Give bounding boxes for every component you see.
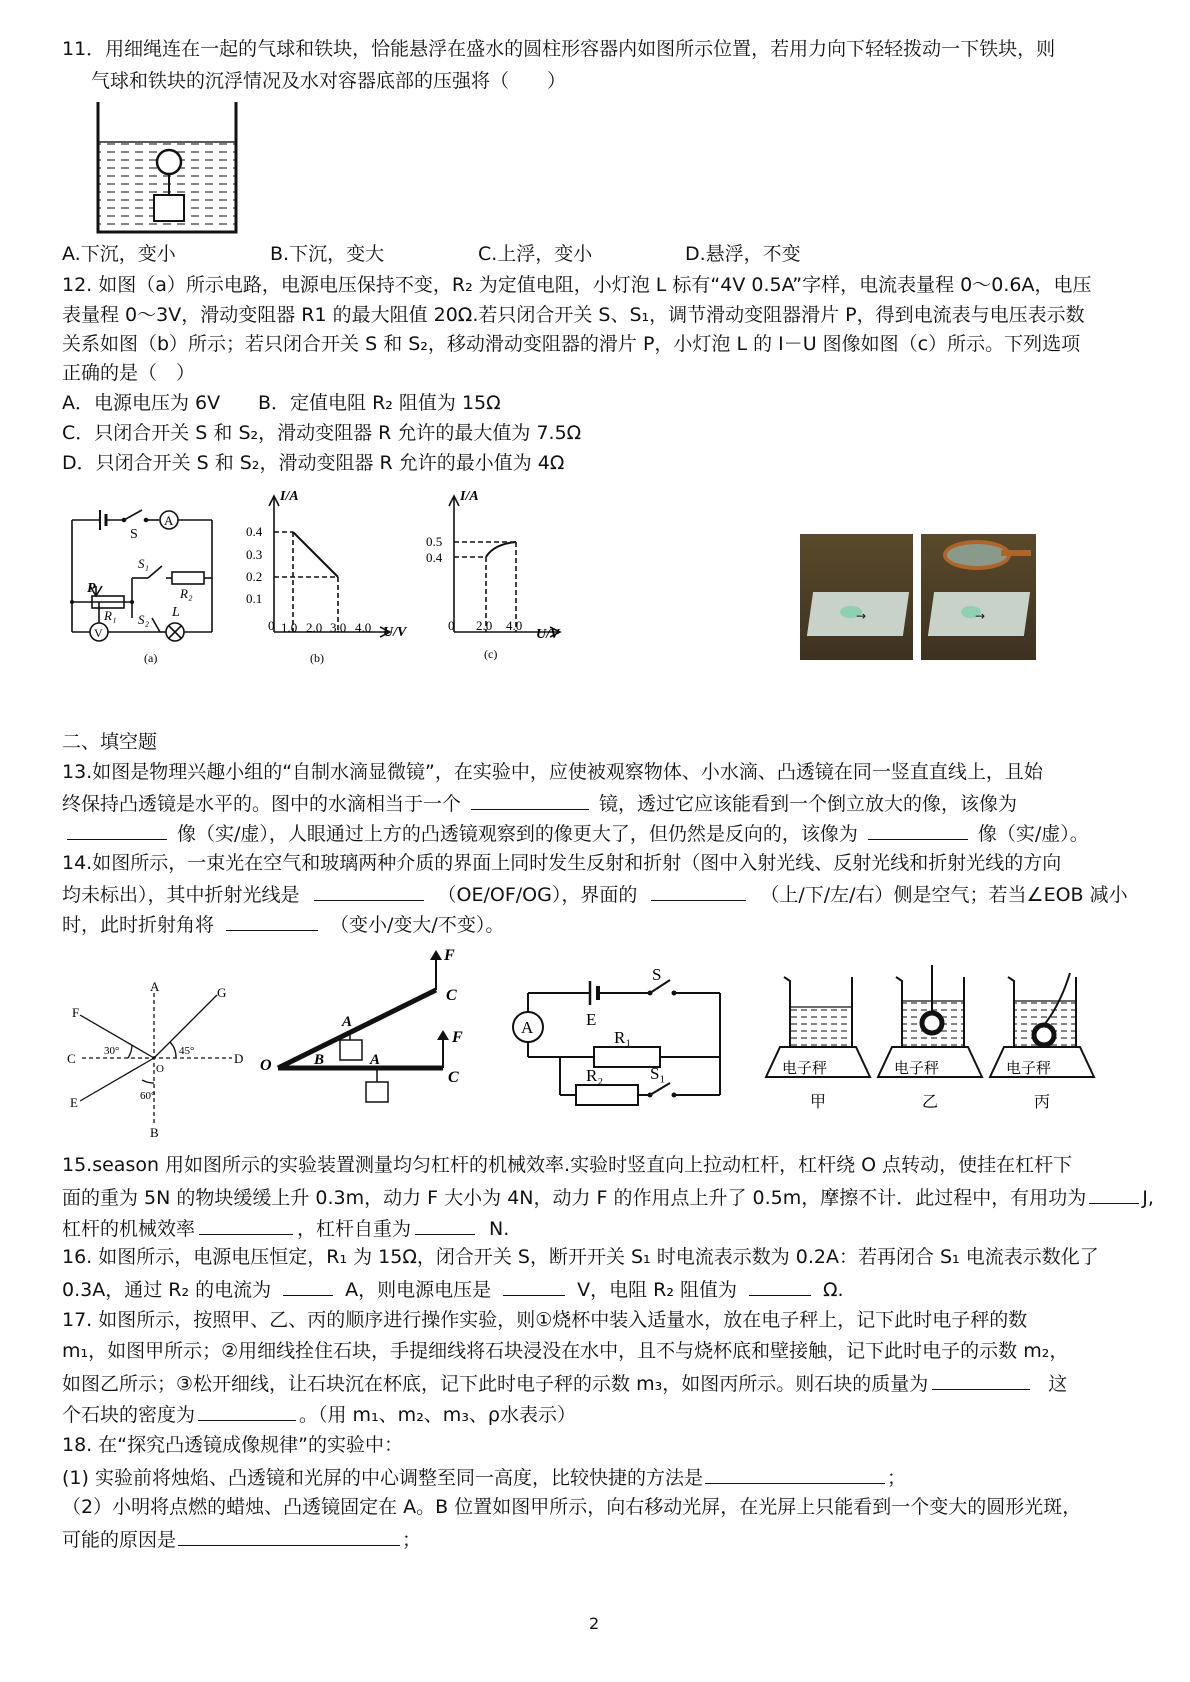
q12-line2: 表量程 0～3V，滑动变阻器 R1 的最大阻值 20Ω.若只闭合开关 S、S₁，调节滑动变阻器滑片 P，得到电流表与电压表示数 xyxy=(62,304,1085,326)
q12b-xtick-2: 2.0 xyxy=(306,620,323,635)
lever-f-lower: F xyxy=(452,1029,463,1046)
beaker-label-jia: 甲 xyxy=(810,1094,827,1111)
q14-angle-60: 60° xyxy=(140,1090,156,1102)
q16-circuit xyxy=(510,965,735,1135)
beaker-1-scale-label: 电子秤 xyxy=(782,1061,828,1077)
q12c-ytick-2: 0.4 xyxy=(426,550,443,565)
q16-line1: 16. 如图所示，电源电压恒定，R₁ 为 15Ω，闭合开关 S，断开开关 S₁ 时电流表示数为 0.2A：若再闭合 S₁ 电流表示数化了 xyxy=(62,1246,1099,1268)
q12c-caption: (c) xyxy=(484,647,498,661)
q18-blank-2[interactable] xyxy=(178,1523,400,1546)
q14-angle-45: 45° xyxy=(179,1045,195,1057)
q12c-xtick-1: 2.0 xyxy=(476,618,493,633)
q12b-xtick-4: 4.0 xyxy=(355,620,372,635)
q17-line1: 17. 如图所示，按照甲、乙、丙的顺序进行操作实验，则①烧杯中装入适量水，放在电子秤上，记下此时电子秤的数 xyxy=(62,1309,1028,1331)
q14-label-f: F xyxy=(72,1005,80,1020)
q12c-xtick-2: 4.0 xyxy=(506,618,523,633)
q17-line3: 如图乙所示；③松开细线，让石块沉在杯底，记下此时电子秤的示数 m₃，如图丙所示。则石块的质量为 这 xyxy=(62,1367,1067,1400)
q18-line2: (1) 实验前将烛焰、凸透镜和光屏的中心调整至同一高度，比较快捷的方法是 ； xyxy=(62,1461,906,1494)
q16-blank-2[interactable] xyxy=(503,1273,565,1296)
q12b-ylabel: I/A xyxy=(280,489,299,504)
q12b-ytick-1: 0.4 xyxy=(246,524,263,539)
q13-line2: 终保持凸透镜是水平的。图中的水滴相当于一个 镜，透过它应该能看到一个倒立放大的像，该像为 xyxy=(62,787,1017,820)
q11-line1: 11．用细绳连在一起的气球和铁块，恰能悬浮在盛水的圆柱形容器内如图所示位置，若用力向下轻轻拨动一下铁块，则 xyxy=(62,38,1056,60)
q12-line1: 12. 如图（a）所示电路，电源电压保持不变，R₂ 为定值电阻，小灯泡 L 标有“4V 0.5A”字样，电流表量程 0～0.6A，电压 xyxy=(62,274,1092,296)
q12-option-b: B．定值电阻 R₂ 阻值为 15Ω xyxy=(258,392,501,414)
q16-line2: 0.3A，通过 R₂ 的电流为 A，则电源电压是 V，电阻 R₂ 阻值为 Ω. xyxy=(62,1273,844,1306)
q15-line3: 杠杆的机械效率 ，杠杆自重为 N. xyxy=(62,1212,509,1245)
lever-b-label: B xyxy=(314,1052,325,1068)
lever-a-lower: A xyxy=(370,1052,381,1068)
q14-label-c: C xyxy=(67,1051,76,1066)
q12b-xtick-1: 1.0 xyxy=(281,620,298,635)
q17-blank-2[interactable] xyxy=(198,1398,296,1421)
q14-line3: 时，此时折射角将 （变小/变大/不变）。 xyxy=(62,908,504,941)
lever-c-upper: C xyxy=(446,987,457,1004)
q13-blank-2[interactable] xyxy=(67,817,167,840)
q12c-ytick-1: 0.5 xyxy=(426,534,443,549)
beaker-3-scale-label: 电子秤 xyxy=(1006,1061,1052,1077)
q15-blank-1[interactable] xyxy=(1089,1181,1139,1204)
q12c-ylabel: I/A xyxy=(460,489,479,504)
q12a-voltmeter-label: V xyxy=(94,626,103,640)
q16-blank-3[interactable] xyxy=(749,1273,811,1296)
q16-s1-label: S₁ xyxy=(650,1064,666,1083)
q18-line1: 18. 在“探究凸透镜成像规律”的实验中： xyxy=(62,1434,403,1456)
q16-r2-label: R₂ xyxy=(586,1066,604,1085)
q18-blank-1[interactable] xyxy=(705,1461,885,1484)
q17-line2: m₁，如图甲所示；②用细线拴住石块，手提细线将石块浸没在水中，且不与烧杯底和壁接触，记下此时电子的示数 m₂， xyxy=(62,1340,1069,1362)
q14-angle-30: 30° xyxy=(104,1045,120,1057)
q11-option-a: A.下沉，变小 xyxy=(62,243,176,265)
q14-line2: 均未标出），其中折射光线是 （OE/OF/OG），界面的 （上/下/左/右）侧是空气；若当∠EOB 减小 xyxy=(62,878,1128,911)
q12a-l-label: L xyxy=(172,605,180,620)
q12-graph-c xyxy=(418,486,588,671)
q14-light-figure xyxy=(62,975,252,1145)
q12b-ytick-4: 0.1 xyxy=(246,591,263,606)
lever-o-label: O xyxy=(260,1057,272,1074)
q11-line2: 气球和铁块的沉浮情况及水对容器底部的压强将（ ） xyxy=(91,70,567,92)
lever-f-upper: F xyxy=(444,947,455,964)
q16-blank-1[interactable] xyxy=(283,1273,333,1296)
q12-circuit-a xyxy=(62,500,232,670)
q11-figure xyxy=(92,100,242,240)
q11-option-c: C.上浮，变小 xyxy=(478,243,593,265)
q14-label-e: E xyxy=(70,1095,78,1110)
q12b-xtick-0: 0 xyxy=(268,618,275,633)
q12a-s2-label: S₂ xyxy=(138,612,150,627)
water-drop-photo-1: → xyxy=(800,534,913,660)
q14-label-d: D xyxy=(234,1051,244,1066)
q11-option-b: B.下沉，变大 xyxy=(270,243,385,265)
q18-line4: 可能的原因是 ； xyxy=(62,1523,421,1556)
q17-line4: 个石块的密度为 。（用 m₁、m₂、m₃、ρ水表示） xyxy=(62,1398,576,1431)
q14-blank-3[interactable] xyxy=(226,908,318,931)
q12b-caption: (b) xyxy=(310,651,324,665)
beakers-figure xyxy=(760,965,1130,1137)
q13-line1: 13.如图是物理兴趣小组的“自制水滴显微镜”，在实验中，应使被观察物体、小水滴、凸透镜在同一竖直直线上，且始 xyxy=(62,761,1043,783)
q15-line1: 15.season 用如图所示的实验装置测量均匀杠杆的机械效率.实验时竖直向上拉动杠杆，杠杆绕 O 点转动，使挂在杠杆下 xyxy=(62,1154,1073,1176)
q14-blank-2[interactable] xyxy=(651,878,746,901)
water-drop-photo-2: → xyxy=(921,534,1036,660)
q12a-s-label: S xyxy=(130,527,138,542)
q13-blank-1[interactable] xyxy=(471,787,589,810)
q12a-caption: (a) xyxy=(144,651,158,665)
q16-r1-label: R₁ xyxy=(614,1028,632,1047)
q15-blank-2[interactable] xyxy=(199,1212,293,1235)
lever-a-upper: A xyxy=(342,1014,353,1030)
beaker-2-scale-label: 电子秤 xyxy=(894,1061,940,1077)
q12a-p-label: P xyxy=(87,581,96,596)
q12-option-d: D．只闭合开关 S 和 S₂，滑动变阻器 R 允许的最小值为 4Ω xyxy=(62,452,565,474)
q12-option-a: A．电源电压为 6V xyxy=(62,392,221,414)
q14-label-g: G xyxy=(217,985,227,1000)
q12a-s1-label: S₁ xyxy=(138,556,150,571)
section-title: 二、填空题 xyxy=(62,731,158,753)
lever-c-lower: C xyxy=(448,1069,459,1086)
q12a-ammeter-label: A xyxy=(164,513,174,528)
q14-label-o: O xyxy=(156,1063,164,1075)
q15-line2: 面的重为 5N 的物块缓缓上升 0.3m，动力 F 大小为 4N，动力 F 的作用点上升了 0.5m，摩擦不计．此过程中，有用功为 J, xyxy=(62,1181,1154,1214)
q14-blank-1[interactable] xyxy=(314,878,424,901)
q14-line1: 14.如图所示，一束光在空气和玻璃两种介质的界面上同时发生反射和折射（图中入射光线、反射光线和折射光线的方向 xyxy=(62,852,1062,874)
page-number: 2 xyxy=(589,1614,600,1633)
q12b-xlabel: U/V xyxy=(383,625,407,640)
q12a-r2-label: R₂ xyxy=(180,586,193,601)
q13-blank-3[interactable] xyxy=(868,817,968,840)
q12-graph-b xyxy=(238,486,418,671)
q16-s-label: S xyxy=(652,965,662,984)
q12c-xlabel: U/V xyxy=(536,627,560,642)
q12-line4: 正确的是（ ） xyxy=(62,362,196,384)
q13-line3: 像（实/虚），人眼通过上方的凸透镜观察到的像更大了，但仍然是反向的，该像为 像（实/虚）。 xyxy=(62,817,1089,850)
beaker-label-yi: 乙 xyxy=(922,1094,939,1111)
q12c-xtick-0: 0 xyxy=(448,618,455,633)
beaker-label-bing: 丙 xyxy=(1034,1094,1051,1111)
q16-e-label: E xyxy=(586,1010,597,1029)
q16-ammeter-label: A xyxy=(521,1018,534,1037)
q12b-ytick-3: 0.2 xyxy=(246,569,263,584)
q12b-ytick-2: 0.3 xyxy=(246,547,263,562)
q12b-xtick-3: 3.0 xyxy=(330,620,347,635)
q18-line3: （2）小明将点燃的蜡烛、凸透镜固定在 A。B 位置如图甲所示，向右移动光屏，在光屏上只能看到一个变大的圆形光斑， xyxy=(62,1496,1082,1518)
q11-option-d: D.悬浮，不变 xyxy=(685,243,801,265)
q17-blank-1[interactable] xyxy=(932,1367,1030,1390)
q12a-r1-label: R₁ xyxy=(104,608,117,623)
q14-label-b: B xyxy=(150,1125,159,1140)
q15-blank-3[interactable] xyxy=(415,1212,475,1235)
lever-figure xyxy=(258,947,508,1150)
q14-label-a: A xyxy=(150,979,160,994)
q12-line3: 关系如图（b）所示；若只闭合开关 S 和 S₂，移动滑动变阻器的滑片 P，小灯泡 L 的 I－U 图像如图（c）所示。下列选项 xyxy=(62,333,1081,355)
q12-option-c: C．只闭合开关 S 和 S₂，滑动变阻器 R 允许的最大值为 7.5Ω xyxy=(62,422,582,444)
